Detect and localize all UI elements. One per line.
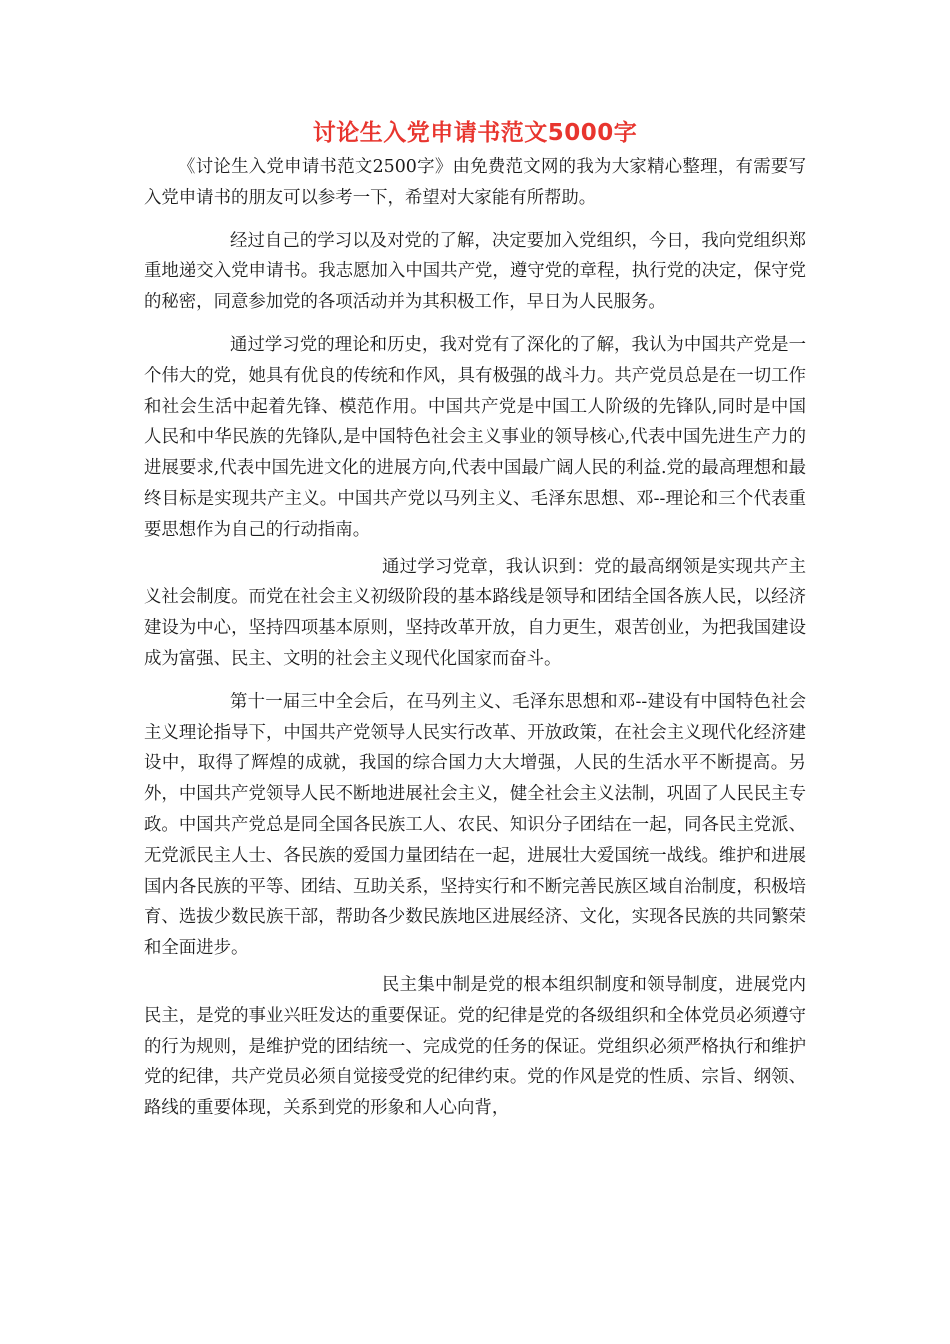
- document-title: 讨论生入党申请书范文5000字: [312, 120, 638, 146]
- body-paragraph-4: 第十一届三中全会后，在马列主义、毛泽东思想和邓--建设有中国特色社会主义理论指导下，中国共产党领导人民实行改革、开放政策，在社会主义现代化经济建设中，取得了辉煌的成就，我国的综合国力大大增强，人民的生活水平不断提高。另外，中国共产党领导人民不断地进展社会主义，健全社会主义法制，巩固了人民民主专政。中国共产党总是同全国各民族工人、农民、知识分子团结在一起，同各民主党派、无党派民主人士、各民族的爱国力量团结在一起，进展壮大爱国统一战线。维护和进展国内各民族的平等、团结、互助关系，坚持实行和不断完善民族区域自治制度，积极培育、选拔少数民族干部，帮助各少数民族地区进展经济、文化，实现各民族的共同繁荣和全面进步。: [144, 691, 806, 959]
- body-paragraph-3: 通过学习党章，我认识到：党的最高纲领是实现共产主义社会制度。而党在社会主义初级阶段的基本路线是领导和团结全国各族人民，以经济建设为中心，坚持四项基本原则，坚持改革开放，自力更生，艰苦创业，为把我国建设成为富强、民主、文明的社会主义现代化国家而奋斗。: [144, 556, 806, 669]
- body-paragraph-1: 经过自己的学习以及对党的了解，决定要加入党组织，今日，我向党组织郑重地递交入党申请书。我志愿加入中国共产党，遵守党的章程，执行党的决定，保守党的秘密，同意参加党的各项活动并为其积极工作，早日为人民服务。: [144, 230, 806, 313]
- body-paragraph-2: 通过学习党的理论和历史，我对党有了深化的了解，我认为中国共产党是一个伟大的党，她具有优良的传统和作风，具有极强的战斗力。共产党员总是在一切工作和社会生活中起着先锋、模范作用。中国共产党是中国工人阶级的先锋队,同时是中国人民和中华民族的先锋队,是中国特色社会主义事业的领导核心,代表中国先进生产力的进展要求,代表中国先进文化的进展方向,代表中国最广阔人民的利益.党的最高理想和最终目标是实现共产主义。中国共产党以马列主义、毛泽东思想、邓--理论和三个代表重要思想作为自己的行动指南。: [144, 334, 806, 540]
- document-page: [144, 116, 806, 1124]
- intro-paragraph: 《讨论生入党申请书范文2500字》由免费范文网的我为大家精心整理，有需要写入党申请书的朋友可以参考一下，希望对大家能有所帮助。: [144, 157, 806, 208]
- body-paragraph-5: 民主集中制是党的根本组织制度和领导制度，进展党内民主，是党的事业兴旺发达的重要保证。党的纪律是党的各级组织和全体党员必须遵守的行为规则，是维护党的团结统一、完成党的任务的保证。党组织必须严格执行和维护党的纪律，共产党员必须自觉接受党的纪律约束。党的作风是党的性质、宗旨、纲领、路线的重要体现，关系到党的形象和人心向背，: [144, 974, 806, 1119]
